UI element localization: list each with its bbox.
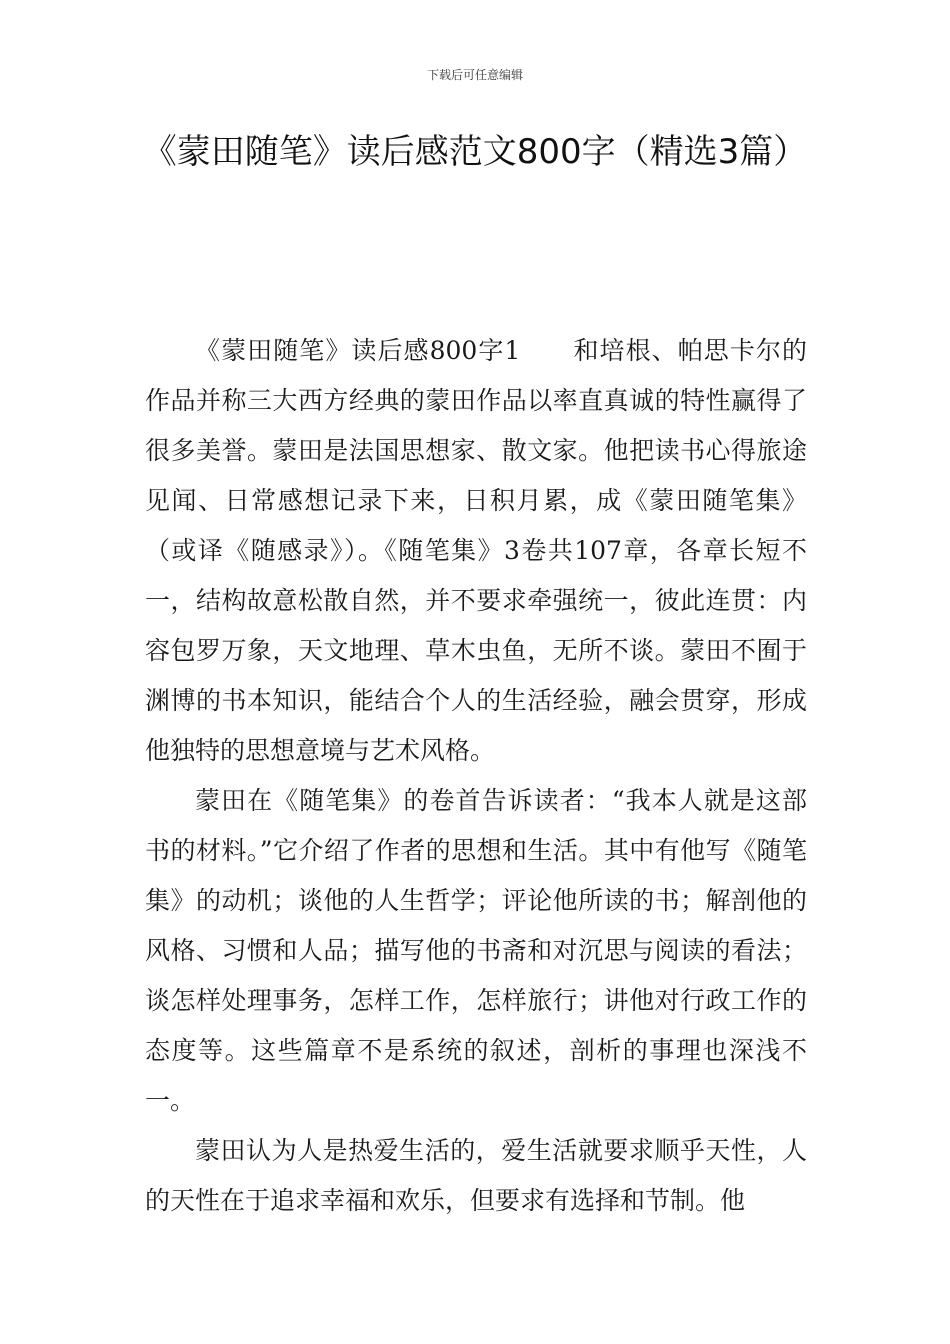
- paragraph-2: 蒙田在《随笔集》的卷首告诉读者：“我本人就是这部书的材料。”它介绍了作者的思想和生活。其中有他写《随笔集》的动机；谈他的人生哲学；评论他所读的书；解剖他的风格、习惯和人品；描写他的书斋和对沉思与阅读的看法；谈怎样处理事务，怎样工作，怎样旅行；讲他对行政工作的态度等。这些篇章不是系统的叙述，剖析的事理也深浅不一。: [145, 786, 807, 1115]
- header-note: 下载后可任意编辑: [426, 68, 523, 82]
- document-title: 《蒙田随笔》读后感范文800字（精选3篇）: [142, 132, 808, 172]
- paragraph-3: 蒙田认为人是热爱生活的，爱生活就要求顺乎天性，人的天性在于追求幸福和欢乐，但要求有选择和节制。他: [145, 1136, 807, 1215]
- paragraph-1: 《蒙田随笔》读后感800字1 和培根、帕思卡尔的作品并称三大西方经典的蒙田作品以率直真诚的特性赢得了很多美誉。蒙田是法国思想家、散文家。他把读书心得旅途见闻、日常感想记录下来，日积月累，成《蒙田随笔集》（或译《随感录》）。《随笔集》3卷共107章，各章长短不一，结构故意松散自然，并不要求牵强统一，彼此连贯：内容包罗万象，天文地理、草木虫鱼，无所不谈。蒙田不囿于渊博的书本知识，能结合个人的生活经验，融会贯穿，形成他独特的思想意境与艺术风格。: [145, 336, 807, 765]
- document-body: [145, 326, 807, 1226]
